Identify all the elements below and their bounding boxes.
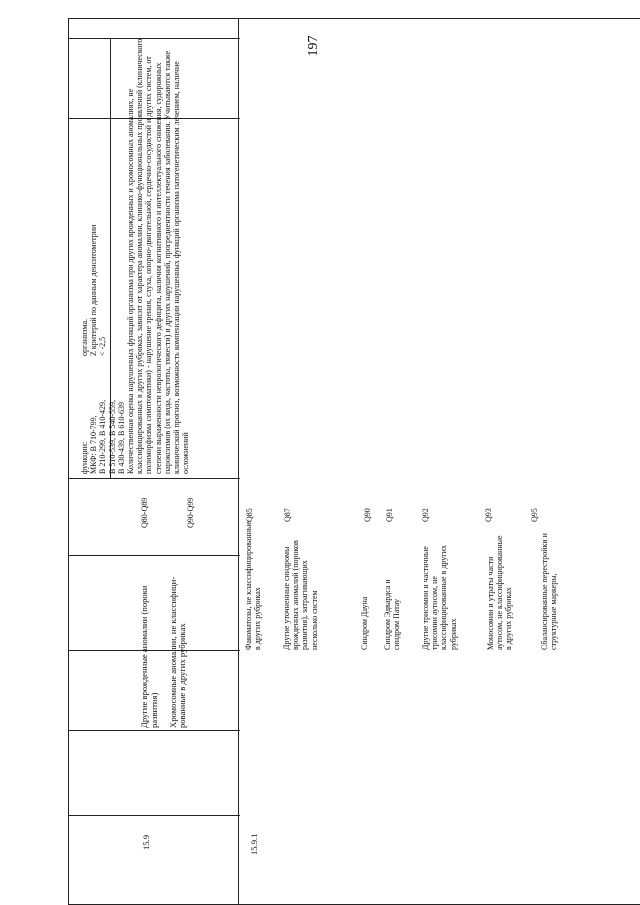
list-item: Другие трисомии и частичные трисомии аутосом, не классифицированные в других рубриках	[421, 545, 458, 650]
functions-cell: функции: МКФ: В 710-799, В 210-299, В 410-429, В 510-539, В 540-559, В 430-439, В 610-639	[80, 400, 126, 474]
list-item: Другие уточненные синдромы врожденных аномалий (пороков развития), затрагивающих несколько систем	[282, 540, 319, 650]
icd-code: Q91	[385, 508, 394, 522]
list-item: Синдром Дауна	[360, 596, 369, 650]
row-code: 15.9	[141, 834, 151, 850]
row-code: 15.9.1	[249, 833, 259, 855]
criteria-cell: организма. Z критерий по данным денситометрии < -2,5	[80, 224, 108, 356]
list-item: Факоматозы, не классифицированные в других рубриках	[244, 521, 263, 650]
icd-code: Q87	[283, 508, 292, 522]
icd-code: Q92	[421, 508, 430, 522]
list-item: Синдром Эдвардса и синдром Патау	[383, 579, 402, 650]
list-item: Моносомии и утраты части аутосом, не классифицированные в других рубриках	[486, 535, 514, 650]
icd-codes-cell: Q80-Q89 Q90-Q99	[140, 497, 196, 528]
assessment-cell: Количественная оценка нарушенных функций организма при других врожденных и хромосомных аномалиях, не классифицированных в других рубриках, зависит от характера аномалии, клинико-функциональных проявлений (клинического полиморфизма симптоматики) - нарушение зрения, слуха, опорно-двигательной, сердечно-сосудистой и других систем, от степени выраженности неврологического дефицита, наличия когнитивного и интеллектуального снижения, судорожных пароксизмов (их вида, частоты, тяжести) и других нарушений, прогредиентности течения заболевания. Учитываются также клинический прогноз, возможность компенсации нарушенных функций организма патогенетическим лечением, наличие осложнений	[126, 38, 191, 474]
icd-code: Q93	[484, 508, 493, 522]
category-cell: Другие врожденные аномалии (пороки развития) Хромосомные аномалии, не классифици-рованные в других рубриках	[139, 576, 188, 728]
list-item: Сбалансированные перестройки и структурные маркеры,	[540, 533, 559, 650]
icd-code: Q90	[363, 508, 372, 522]
icd-code: Q85	[245, 508, 254, 522]
icd-code: Q95	[530, 508, 539, 522]
page-number: 197	[306, 35, 321, 57]
